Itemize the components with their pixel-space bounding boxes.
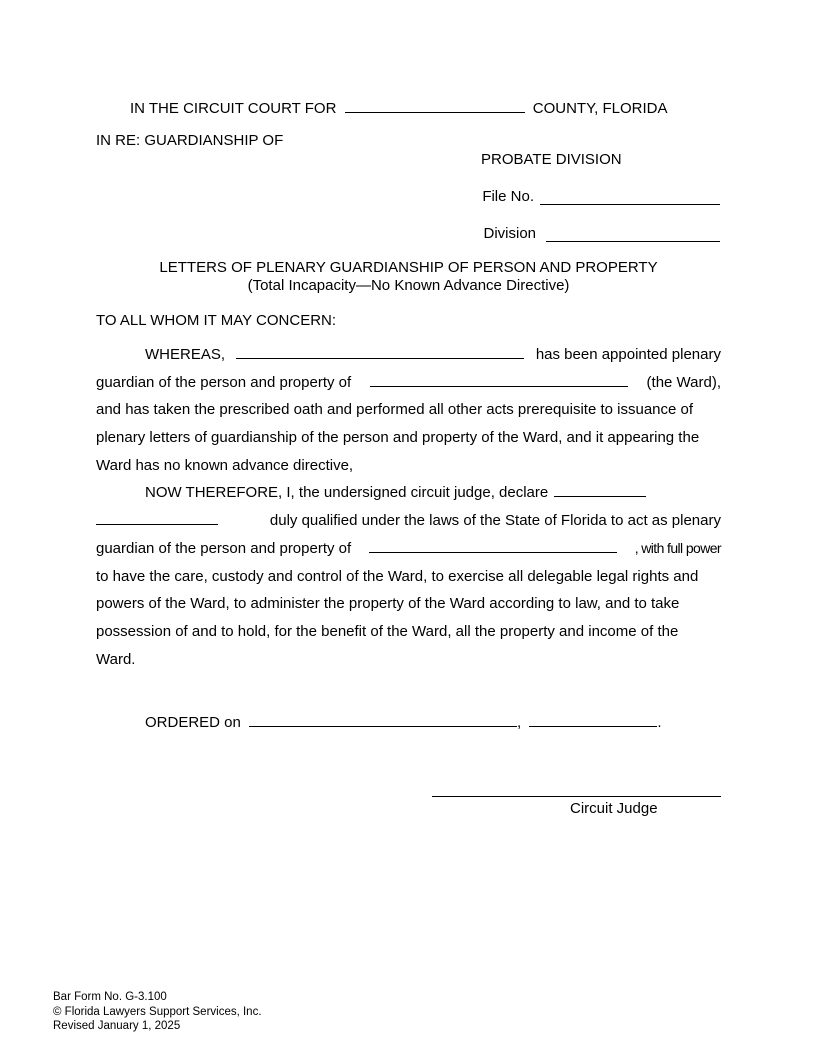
court-line — [130, 98, 668, 117]
ward-name-blank-2[interactable] — [369, 538, 617, 553]
division-blank[interactable] — [546, 227, 720, 242]
file-no-blank[interactable] — [540, 190, 720, 205]
copyright: © Florida Lawyers Support Services, Inc. — [53, 1005, 262, 1018]
ward-name-blank[interactable] — [370, 372, 628, 387]
body-text — [96, 341, 721, 673]
now-therefore-line-7: Ward. — [96, 650, 136, 668]
guardian-name-blank[interactable] — [236, 344, 524, 359]
court-suffix: COUNTY, FLORIDA — [532, 100, 668, 117]
probate-division: PROBATE DIVISION — [481, 151, 622, 168]
declare-blank-1[interactable] — [554, 482, 646, 497]
whereas-line-1: WHEREAS, has been appointed plenary — [145, 346, 721, 363]
file-no-label: File No. — [482, 188, 534, 205]
salutation: TO ALL WHOM IT MAY CONCERN: — [96, 312, 337, 329]
title-sub: (Total Incapacity—No Known Advance Directive) — [247, 277, 570, 294]
now-therefore-line-6: possession of and to hold, for the benefit of the Ward, all the property and income of the — [96, 622, 679, 640]
document-title — [96, 259, 721, 295]
county-blank[interactable] — [345, 98, 525, 113]
now-therefore-line-1: NOW THEREFORE, I, the undersigned circuit judge, declare — [96, 479, 721, 507]
whereas-line-5: Ward has no known advance directive, — [96, 456, 354, 474]
ordered-label: ORDERED on — [145, 714, 241, 731]
ordered-year-blank[interactable] — [529, 712, 657, 727]
whereas-line-3: and has taken the prescribed oath and performed all other acts prerequisite to issuance of — [96, 401, 694, 419]
ordered-date-blank[interactable] — [249, 712, 517, 727]
declare-blank-2[interactable] — [96, 510, 218, 525]
revised-date: Revised January 1, 2025 — [53, 1020, 181, 1033]
file-no-line — [482, 188, 720, 205]
in-re-line: IN RE: GUARDIANSHIP OF — [96, 132, 284, 149]
title-main: LETTERS OF PLENARY GUARDIANSHIP OF PERSON AND PROPERTY — [159, 259, 658, 276]
whereas-line-4: plenary letters of guardianship of the person and property of the Ward, and it appearing the — [96, 429, 700, 447]
division-label: Division — [483, 225, 536, 242]
division-line — [483, 225, 720, 242]
form-number: Bar Form No. G-3.100 — [53, 991, 167, 1003]
now-therefore-line-5: powers of the Ward, to administer the property of the Ward according to law, and to take — [96, 595, 680, 613]
now-therefore-line-2: duly qualified under the laws of the State of Florida to act as plenary — [96, 507, 721, 535]
court-prefix: IN THE CIRCUIT COURT FOR — [130, 100, 337, 117]
whereas-line-2: guardian of the person and property of (the Ward), — [96, 373, 721, 391]
signature-line[interactable] — [432, 796, 721, 797]
now-therefore-line-3: guardian of the person and property of , with full power — [96, 539, 721, 557]
footer — [53, 990, 262, 1034]
ordered-line: ORDERED on , . — [145, 714, 662, 731]
circuit-judge-label: Circuit Judge — [570, 800, 658, 817]
now-therefore-line-4: to have the care, custody and control of the Ward, to exercise all delegable legal rights and — [96, 567, 699, 585]
